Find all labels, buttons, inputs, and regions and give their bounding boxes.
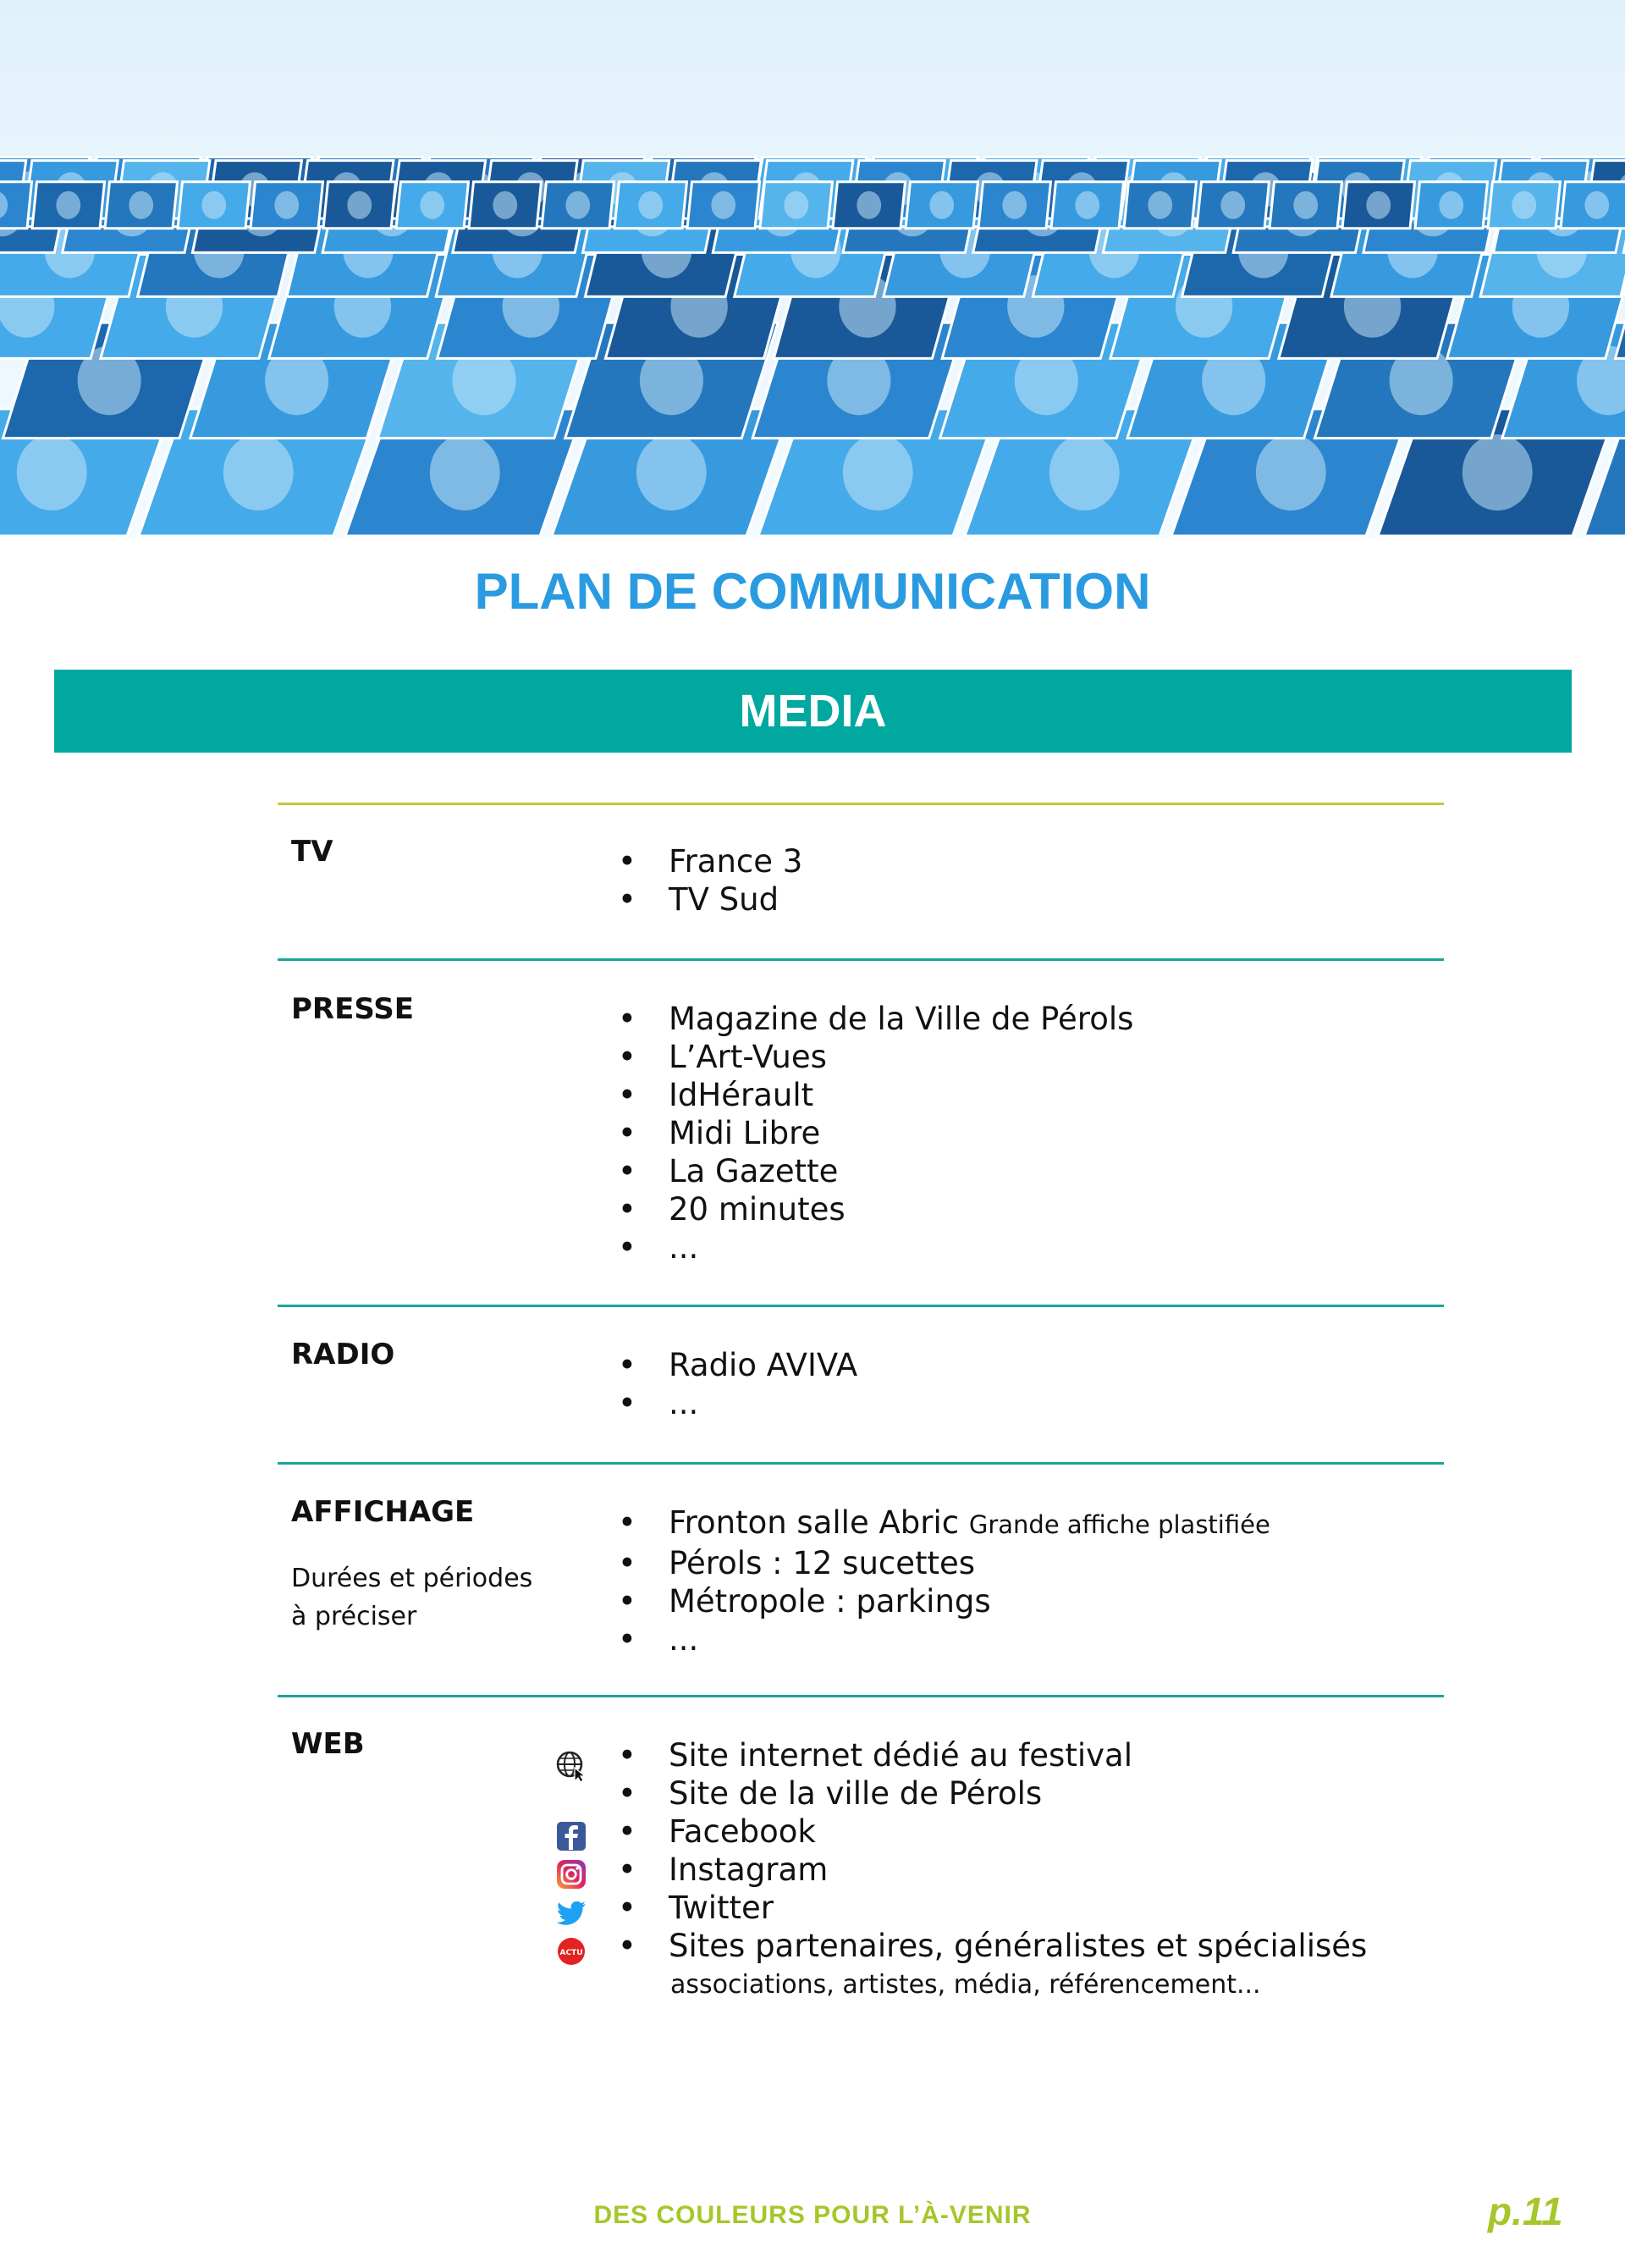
list-item: • ...	[618, 1620, 1270, 1658]
section-label-tv: TV	[291, 835, 333, 869]
presse-list	[618, 1000, 1133, 1266]
section-divider	[278, 958, 1444, 961]
facebook-icon	[554, 1819, 588, 1853]
list-item: • Magazine de la Ville de Pérols	[618, 1000, 1133, 1038]
item-detail: Grande affiche plastifiée	[968, 1510, 1270, 1539]
list-item: • Twitter	[618, 1889, 1367, 1927]
list-item: • ...	[618, 1228, 1133, 1266]
section-label-web: WEB	[291, 1727, 365, 1761]
list-item: • Métropole : parkings	[618, 1582, 1270, 1620]
footer-tagline: DES COULEURS POUR L’À-VENIR	[593, 2201, 1032, 2229]
page-number: p.11	[1488, 2189, 1563, 2233]
list-item: • Instagram	[618, 1851, 1367, 1889]
section-label-radio: RADIO	[291, 1338, 395, 1371]
list-item: • Facebook	[618, 1813, 1367, 1851]
affichage-list	[618, 1504, 1270, 1658]
media-banner: MEDIA	[54, 670, 1572, 753]
list-item: • Site internet dédié au festival	[618, 1736, 1367, 1774]
list-item: • Radio AVIVA	[618, 1346, 857, 1384]
item-main: Fronton salle Abric	[669, 1504, 960, 1541]
list-item: • Pérols : 12 sucettes	[618, 1544, 1270, 1582]
affichage-note-line: Durées et périodes	[291, 1564, 533, 1593]
list-item: • 20 minutes	[618, 1190, 1133, 1228]
list-item: • Site de la ville de Pérols	[618, 1774, 1367, 1813]
instagram-icon	[554, 1857, 588, 1891]
affichage-note	[291, 1559, 532, 1636]
radio-list	[618, 1346, 857, 1422]
section-divider	[278, 1305, 1444, 1307]
list-item: • Sites partenaires, généralistes et spécialisés	[618, 1927, 1367, 1965]
list-item: • L’Art-Vues	[618, 1038, 1133, 1076]
tv-list	[618, 842, 802, 919]
list-item: • TV Sud	[618, 880, 802, 919]
twitter-icon	[554, 1896, 588, 1930]
hero-collage-image	[0, 0, 1625, 538]
list-item: • France 3	[618, 842, 802, 880]
section-divider	[278, 1462, 1444, 1465]
actu-icon	[554, 1934, 588, 1968]
page-title: PLAN DE COMMUNICATION	[474, 563, 1151, 620]
photo-grid-graphic	[0, 0, 1625, 538]
section-label-presse: PRESSE	[291, 992, 414, 1026]
list-item: • IdHérault	[618, 1076, 1133, 1114]
list-item	[618, 1504, 1270, 1544]
list-item: • Midi Libre	[618, 1114, 1133, 1152]
web-list	[618, 1736, 1367, 1965]
section-divider	[278, 1695, 1444, 1697]
web-sub-note: associations, artistes, média, référencement...	[670, 1970, 1261, 2000]
section-divider	[278, 803, 1444, 805]
list-item: • ...	[618, 1384, 857, 1422]
affichage-note-line: à préciser	[291, 1602, 417, 1631]
section-label-affichage: AFFICHAGE	[291, 1495, 475, 1529]
list-item: • La Gazette	[618, 1152, 1133, 1190]
actu-icon-label: ACTU	[559, 1949, 583, 1957]
globe-cursor-icon	[554, 1749, 588, 1783]
